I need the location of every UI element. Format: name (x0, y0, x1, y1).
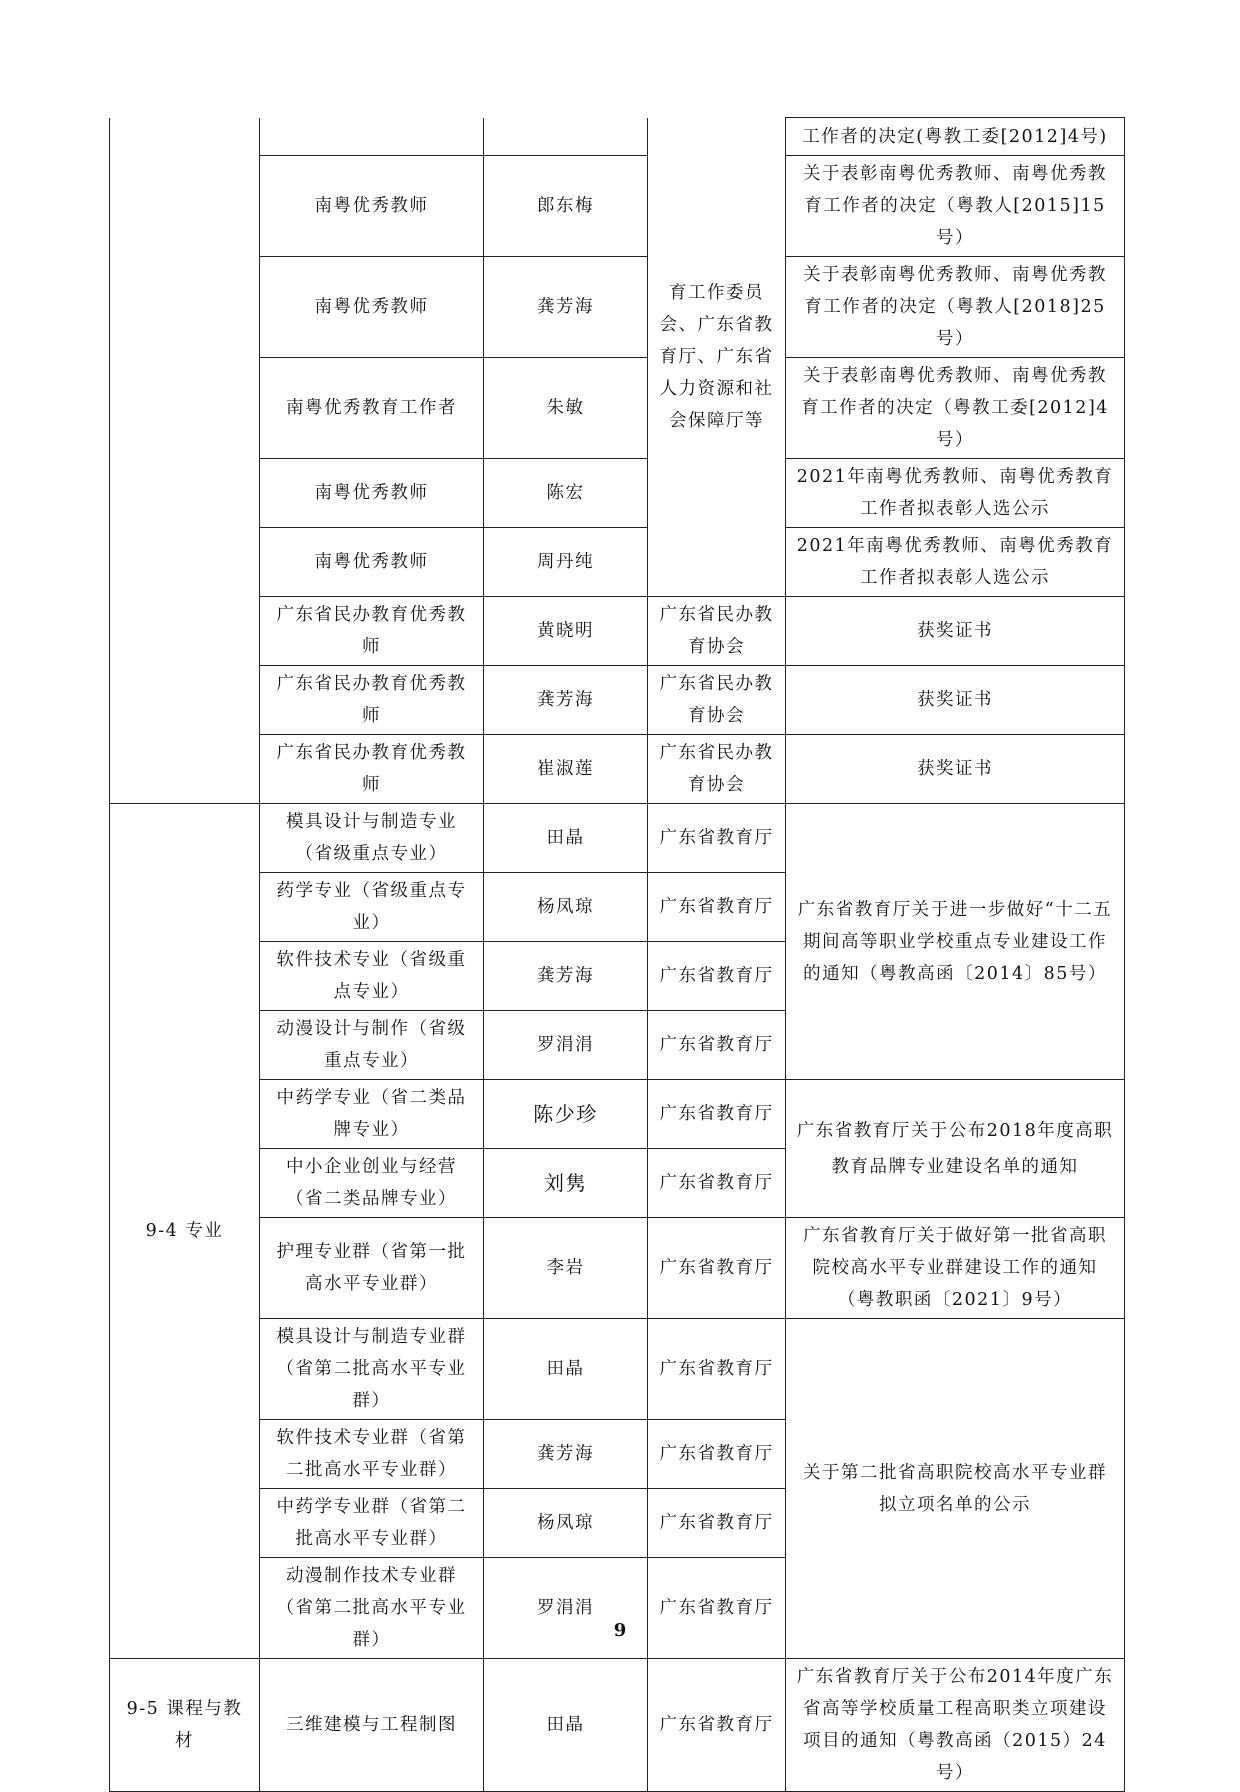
person-cell: 周丹纯 (484, 528, 648, 597)
org-cell: 广东省民办教育协会 (648, 666, 786, 735)
item-cell: 软件技术专业（省级重点专业） (260, 942, 484, 1011)
item-cell: 软件技术专业群（省第二批高水平专业群） (260, 1420, 484, 1489)
item-cell: 南粤优秀教师 (260, 156, 484, 257)
person-cell: 龚芳海 (484, 942, 648, 1011)
doc-cell: 广东省教育厅关于公布2014年度广东省高等学校质量工程高职类立项建设项目的通知（粤教高函（2015）24号） (786, 1659, 1125, 1792)
org-cell: 广东省教育厅 (648, 1489, 786, 1558)
category-cell: 9-5 课程与教材 (110, 1659, 260, 1792)
person-cell: 陈宏 (484, 459, 648, 528)
table-row (110, 1080, 1125, 1149)
person-cell (484, 118, 648, 156)
org-cell: 广东省教育厅 (648, 942, 786, 1011)
doc-cell: 获奖证书 (786, 666, 1125, 735)
table-row (110, 528, 1125, 597)
org-cell: 广东省教育厅 (648, 1319, 786, 1420)
person-cell: 刘隽 (484, 1149, 648, 1218)
doc-cell: 工作者的决定(粤教工委[2012]4号) (786, 118, 1125, 156)
item-cell: 广东省民办教育优秀教师 (260, 735, 484, 804)
person-cell: 罗涓涓 (484, 1558, 648, 1659)
org-cell: 广东省教育厅 (648, 1149, 786, 1218)
org-cell: 广东省教育厅 (648, 1218, 786, 1319)
item-cell: 中药学专业群（省第二批高水平专业群） (260, 1489, 484, 1558)
doc-cell: 2021年南粤优秀教师、南粤优秀教育工作者拟表彰人选公示 (786, 459, 1125, 528)
item-cell: 广东省民办教育优秀教师 (260, 597, 484, 666)
category-cell-continued (110, 118, 260, 804)
item-cell: 南粤优秀教师 (260, 459, 484, 528)
item-cell: 广东省民办教育优秀教师 (260, 666, 484, 735)
item-cell: 南粤优秀教师 (260, 257, 484, 358)
org-cell: 广东省民办教育协会 (648, 735, 786, 804)
page-number: 9 (613, 1620, 627, 1641)
table-row (110, 358, 1125, 459)
doc-cell: 关于表彰南粤优秀教师、南粤优秀教育工作者的决定（粤教人[2018]25号） (786, 257, 1125, 358)
person-cell: 黄晓明 (484, 597, 648, 666)
person-cell: 罗涓涓 (484, 1011, 648, 1080)
doc-cell: 关于表彰南粤优秀教师、南粤优秀教育工作者的决定（粤教工委[2012]4号） (786, 358, 1125, 459)
person-cell: 陈少珍 (484, 1080, 648, 1149)
org-cell: 广东省教育厅 (648, 1420, 786, 1489)
item-cell: 动漫设计与制作（省级重点专业） (260, 1011, 484, 1080)
org-cell: 广东省教育厅 (648, 1011, 786, 1080)
item-cell: 模具设计与制造专业群（省第二批高水平专业群） (260, 1319, 484, 1420)
person-cell: 朱敏 (484, 358, 648, 459)
org-cell: 广东省教育厅 (648, 873, 786, 942)
table-row (110, 118, 1125, 156)
awards-table (109, 117, 1125, 1792)
person-cell: 龚芳海 (484, 1420, 648, 1489)
person-cell: 杨凤琼 (484, 873, 648, 942)
person-cell: 郎东梅 (484, 156, 648, 257)
table-row (110, 804, 1125, 873)
doc-cell: 广东省教育厅关于公布2018年度高职教育品牌专业建设名单的通知 (786, 1080, 1125, 1218)
person-cell: 李岩 (484, 1218, 648, 1319)
org-cell: 广东省教育厅 (648, 1080, 786, 1149)
table-row (110, 459, 1125, 528)
org-cell: 广东省教育厅 (648, 1558, 786, 1659)
doc-cell: 2021年南粤优秀教师、南粤优秀教育工作者拟表彰人选公示 (786, 528, 1125, 597)
person-cell: 田晶 (484, 1319, 648, 1420)
doc-cell: 关于第二批省高职院校高水平专业群拟立项名单的公示 (786, 1319, 1125, 1659)
table-row (110, 666, 1125, 735)
item-cell: 中小企业创业与经营（省二类品牌专业） (260, 1149, 484, 1218)
doc-cell: 关于表彰南粤优秀教师、南粤优秀教育工作者的决定（粤教人[2015]15号） (786, 156, 1125, 257)
doc-cell: 广东省教育厅关于进一步做好“十二五期间高等职业学校重点专业建设工作的通知（粤教高函〔2014〕85号） (786, 804, 1125, 1080)
person-cell: 崔淑莲 (484, 735, 648, 804)
item-cell: 护理专业群（省第一批高水平专业群） (260, 1218, 484, 1319)
table-row (110, 597, 1125, 666)
org-cell: 广东省教育厅 (648, 1659, 786, 1792)
category-cell: 9-4 专业 (110, 804, 260, 1659)
table-row (110, 1659, 1125, 1792)
person-cell: 杨凤琼 (484, 1489, 648, 1558)
item-cell (260, 118, 484, 156)
item-cell: 药学专业（省级重点专业） (260, 873, 484, 942)
person-cell: 田晶 (484, 1659, 648, 1792)
table-row (110, 257, 1125, 358)
table-row (110, 1218, 1125, 1319)
doc-cell: 获奖证书 (786, 735, 1125, 804)
person-cell: 龚芳海 (484, 257, 648, 358)
doc-cell: 获奖证书 (786, 597, 1125, 666)
doc-cell: 广东省教育厅关于做好第一批省高职院校高水平专业群建设工作的通知（粤教职函〔2021〕9号） (786, 1218, 1125, 1319)
item-cell: 南粤优秀教育工作者 (260, 358, 484, 459)
item-cell: 中药学专业（省二类品牌专业） (260, 1080, 484, 1149)
item-cell: 三维建模与工程制图 (260, 1659, 484, 1792)
item-cell: 模具设计与制造专业（省级重点专业） (260, 804, 484, 873)
table-row (110, 735, 1125, 804)
table-row (110, 1319, 1125, 1420)
item-cell: 南粤优秀教师 (260, 528, 484, 597)
person-cell: 龚芳海 (484, 666, 648, 735)
org-cell: 育工作委员会、广东省教育厅、广东省人力资源和社会保障厅等 (648, 118, 786, 597)
org-cell: 广东省民办教育协会 (648, 597, 786, 666)
table-row (110, 156, 1125, 257)
item-cell: 动漫制作技术专业群（省第二批高水平专业群） (260, 1558, 484, 1659)
person-cell: 田晶 (484, 804, 648, 873)
org-cell: 广东省教育厅 (648, 804, 786, 873)
